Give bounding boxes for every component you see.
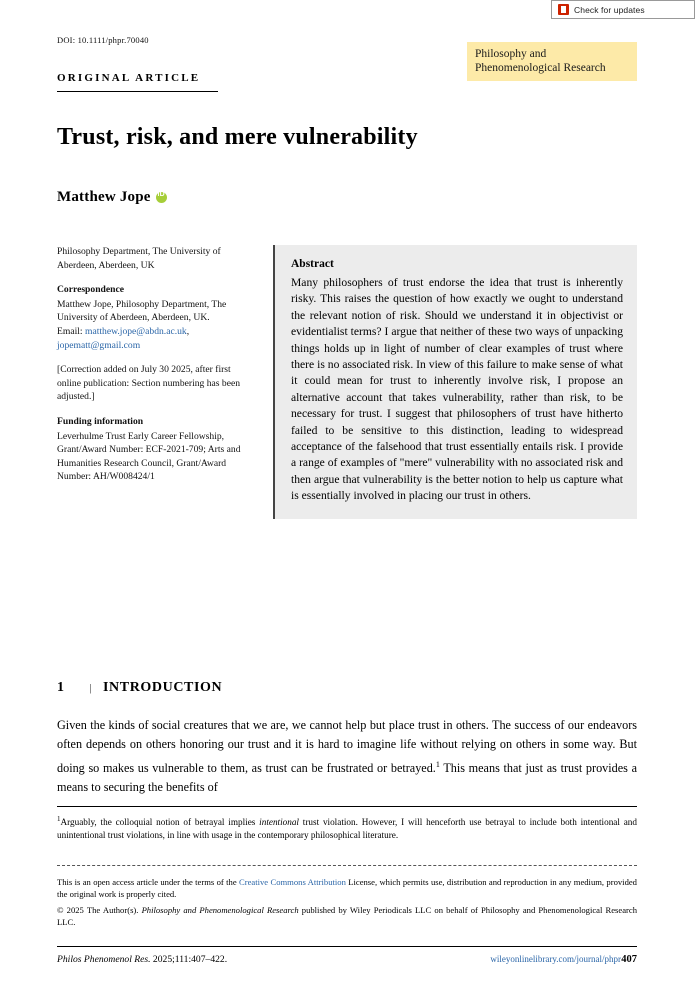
footnote-ref-1[interactable]: 1 <box>435 759 440 769</box>
footer-page-number: 407 <box>621 954 637 965</box>
email-link-secondary[interactable]: jopematt@gmail.com <box>57 339 141 351</box>
section-title: INTRODUCTION <box>103 680 223 695</box>
footer-citation-journal: Philos Phenomenol Res. <box>57 954 151 965</box>
intro-paragraph <box>57 716 637 798</box>
author-name: Matthew Jope <box>57 189 151 205</box>
license-post: License, which permits use, distribution and reproduction in any medium, provided the original work is properly cited. <box>57 877 637 900</box>
page-title: Trust, risk, and mere vulnerability <box>57 124 418 150</box>
funding-text: Leverhulme Trust Early Career Fellowship, Grant/Award Number: ECF-2021-709; Arts and Humanities Research Council, Grant/Award Number: AH/W008424/1 <box>57 430 241 483</box>
copyright-line <box>57 904 637 929</box>
correction-note: [Correction added on July 30 2025, after first online publication: Section numbering has been adjusted.] <box>57 364 241 403</box>
journal-name-line2: Phenomenological Research <box>475 62 606 74</box>
email-separator: , <box>186 325 190 337</box>
footnote-emphasis: intentional <box>259 817 299 828</box>
abstract-box <box>273 245 637 519</box>
footnote-part2: trust violation. However, I will henceforth use betrayal to include both intentional and unintentional trust violations, in line with usage in the contemporary philosophical literature. <box>57 817 637 841</box>
footer-citation-rest: 2025;111:407–422. <box>150 954 228 965</box>
journal-logo <box>467 42 637 81</box>
footer-journal-url[interactable]: wileyonlinelibrary.com/journal/phpr <box>490 954 621 964</box>
copyright-journal: Philosophy and Phenomenological Research <box>141 904 299 915</box>
license-divider <box>57 865 637 867</box>
email-link-primary[interactable]: matthew.jope@abdn.ac.uk <box>84 325 187 337</box>
orcid-id-icon[interactable] <box>156 192 167 203</box>
license-pre: This is an open access article under the terms of the <box>57 877 239 887</box>
funding-heading: Funding information <box>57 415 144 427</box>
article-metadata-column <box>57 245 253 495</box>
copyright-post: published by Wiley Periodicals LLC on behalf of Philosophy and Phenomenological Research LLC. <box>57 904 637 928</box>
correspondence-address: Matthew Jope, Philosophy Department, The University of Aberdeen, Aberdeen, UK. <box>57 298 227 324</box>
article-type-label: ORIGINAL ARTICLE <box>57 72 201 84</box>
copyright-pre: © 2025 The Author(s). <box>57 904 142 915</box>
journal-name-line1: Philosophy and <box>475 48 547 60</box>
footnote-part1: Arguably, the colloquial notion of betrayal implies <box>60 817 260 828</box>
footer-citation <box>57 954 227 965</box>
article-type-rule <box>57 91 218 92</box>
affiliation: Philosophy Department, The University of Aberdeen, Aberdeen, UK <box>57 246 221 271</box>
abstract-heading: Abstract <box>291 258 334 270</box>
author-byline <box>57 189 167 206</box>
footer-rule <box>57 946 637 947</box>
intro-paragraph-part2: This means that just as trust provides a means to securing the benefits of <box>57 760 637 795</box>
correspondence-email-line <box>57 325 253 352</box>
article-page <box>57 0 637 1000</box>
email-label: Email: <box>57 325 85 337</box>
section-number: 1 <box>57 680 65 695</box>
page-footer <box>57 954 637 965</box>
correspondence-heading: Correspondence <box>57 284 124 296</box>
license-link[interactable]: Creative Commons Attribution <box>239 877 346 887</box>
section-separator: | <box>89 682 93 694</box>
footnote-1 <box>57 813 637 842</box>
license-terms <box>57 876 637 901</box>
footnote-rule <box>57 806 637 807</box>
section-heading <box>57 680 637 696</box>
license-block <box>57 876 637 932</box>
intro-paragraph-part1: Given the kinds of social creatures that we are, we cannot help but place trust in others. The success of our endeavors often depends on others honoring our trust and it is hard to imagine life without relying on others in some way. But doing so makes us vulnerable to them, as trust can be frustrated or betrayed. <box>57 718 637 775</box>
footnote-number: 1 <box>57 815 61 823</box>
doi-line: DOI: 10.1111/phpr.70040 <box>57 35 149 45</box>
abstract-text: Many philosophers of trust endorse the idea that trust is inherently risky. This raises the question of how exactly we ought to understand the relevant notion of risk. Should we understand it in objectivist or evidentialist terms? I argue that neither of these two ways of unpacking things holds up in light of number of clear examples of trust where there is no associated risk. In view of this failure to make sense of what it could mean for trust to inherently involve risk, I propose an alternative account that takes vulnerability, rather than risk, to be necessary for trust. I suggest that philosophers of trust have hitherto failed to be sensitive to this distinction, leading to widespread acceptance of the falsehood that trust essentially entails risk. I provide a range of examples of "mere" vulnerability with no associated risk and then argue that vulnerability is the better notion to help us capture what is essentially involved in placing our trust in others. <box>291 276 623 503</box>
check-for-updates-label: Check for updates <box>574 4 645 15</box>
